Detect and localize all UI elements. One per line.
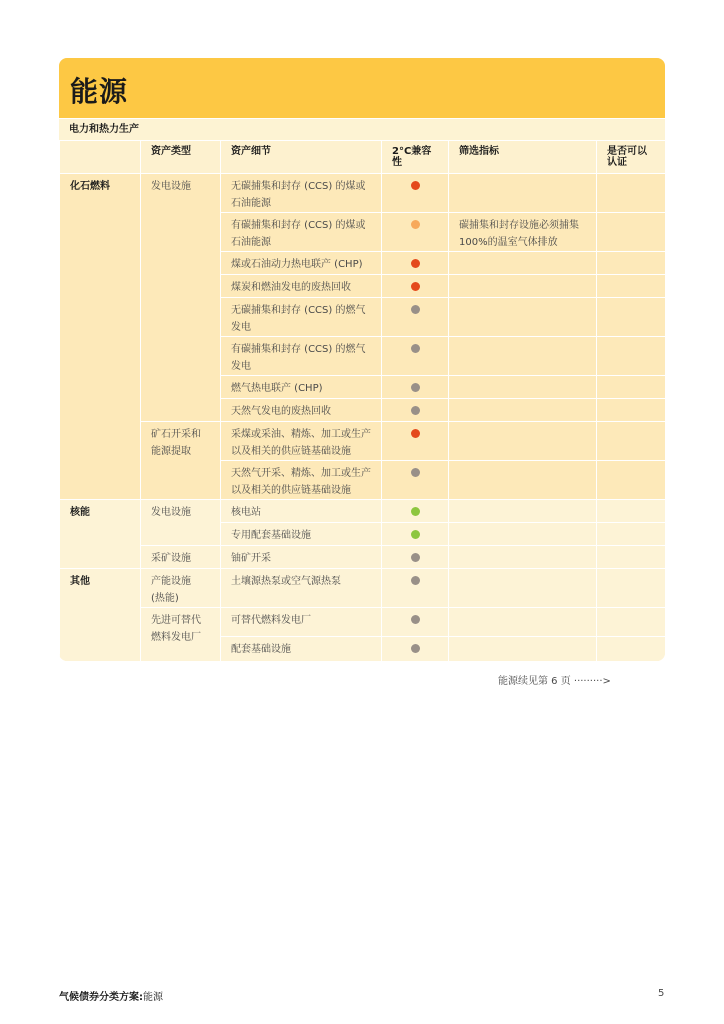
- table-row: [60, 608, 666, 637]
- asset-detail-line2: 发电: [231, 322, 251, 333]
- asset-type-line1: 产能设施: [151, 576, 191, 587]
- category-cell: 化石燃料: [60, 174, 141, 500]
- status-dot-green: [411, 507, 420, 516]
- compatibility-cell: [382, 337, 449, 376]
- footer-doc-title-rest: 能源: [143, 992, 163, 1003]
- asset-type-line2: 能源提取: [151, 446, 191, 457]
- asset-type-line1: 发电设施: [151, 507, 191, 518]
- status-dot-red: [411, 429, 420, 438]
- certifiable-cell: [597, 399, 666, 422]
- table-row: [60, 500, 666, 523]
- compatibility-cell: [382, 546, 449, 569]
- asset-detail-cell: [221, 213, 382, 252]
- criteria-cell: [449, 337, 597, 376]
- compatibility-cell: [382, 298, 449, 337]
- certifiable-cell: [597, 569, 666, 608]
- asset-detail-cell: [221, 500, 382, 523]
- asset-detail-line1: 燃气热电联产 (CHP): [231, 383, 323, 394]
- header-compat-line1: 2°C兼容: [392, 146, 432, 157]
- asset-type-line1: 发电设施: [151, 181, 191, 192]
- asset-detail-line1: 专用配套基础设施: [231, 530, 311, 541]
- criteria-line1: 碳捕集和封存设施必须捕集: [459, 220, 579, 231]
- status-dot-grey: [411, 406, 420, 415]
- group-nuclear: [60, 500, 666, 569]
- asset-detail-cell: [221, 608, 382, 637]
- asset-type-line1: 矿石开采和: [151, 429, 201, 440]
- asset-detail-cell: [221, 275, 382, 298]
- asset-detail-line1: 煤或石油动力热电联产 (CHP): [231, 259, 363, 270]
- criteria-cell: [449, 569, 597, 608]
- status-dot-grey: [411, 305, 420, 314]
- category-cell: 其他: [60, 569, 141, 662]
- asset-detail-line1: 无碳捕集和封存 (CCS) 的煤或: [231, 181, 366, 192]
- certifiable-cell: [597, 337, 666, 376]
- criteria-cell: [449, 422, 597, 461]
- group-fossil: [60, 174, 666, 500]
- header-compat-line2: 性: [392, 157, 402, 168]
- compatibility-cell: [382, 608, 449, 637]
- asset-type-line1: 先进可替代: [151, 615, 201, 626]
- status-dot-red: [411, 259, 420, 268]
- status-dot-grey: [411, 615, 420, 624]
- taxonomy-table: [59, 140, 665, 661]
- asset-detail-cell: [221, 337, 382, 376]
- asset-detail-line2: 发电: [231, 361, 251, 372]
- status-dot-amber: [411, 220, 420, 229]
- criteria-cell: [449, 523, 597, 546]
- criteria-cell: [449, 252, 597, 275]
- asset-detail-line2: 石油能源: [231, 198, 271, 209]
- section-subtitle: 电力和热力生产: [59, 118, 665, 140]
- status-dot-green: [411, 530, 420, 539]
- certifiable-cell: [597, 252, 666, 275]
- certifiable-cell: [597, 637, 666, 662]
- asset-detail-cell: [221, 637, 382, 662]
- asset-type-cell: [141, 500, 221, 546]
- compatibility-cell: [382, 399, 449, 422]
- asset-detail-cell: [221, 461, 382, 500]
- certifiable-cell: [597, 608, 666, 637]
- footer-doc-title: [59, 988, 163, 1003]
- asset-detail-line1: 煤炭和燃油发电的废热回收: [231, 282, 351, 293]
- header-cert-line1: 是否可以: [607, 146, 647, 157]
- asset-detail-line1: 有碳捕集和封存 (CCS) 的煤或: [231, 220, 366, 231]
- criteria-cell: [449, 174, 597, 213]
- header-category: [60, 141, 141, 174]
- criteria-cell: [449, 608, 597, 637]
- section-header: [59, 58, 665, 118]
- table-header-row: [60, 141, 666, 174]
- asset-detail-cell: [221, 252, 382, 275]
- asset-type-cell: [141, 422, 221, 500]
- asset-detail-cell: [221, 422, 382, 461]
- asset-detail-cell: [221, 546, 382, 569]
- certifiable-cell: [597, 523, 666, 546]
- criteria-cell: [449, 213, 597, 252]
- criteria-cell: [449, 461, 597, 500]
- asset-type-line2: 燃料发电厂: [151, 632, 201, 643]
- compatibility-cell: [382, 252, 449, 275]
- compatibility-cell: [382, 523, 449, 546]
- asset-detail-cell: [221, 399, 382, 422]
- asset-type-line2: (热能): [151, 593, 179, 604]
- asset-detail-line2: 以及相关的供应链基础设施: [231, 446, 351, 457]
- asset-type-cell: [141, 608, 221, 662]
- asset-type-cell: [141, 174, 221, 422]
- certifiable-cell: [597, 376, 666, 399]
- footer-doc-title-bold: 气候债券分类方案:: [59, 992, 143, 1003]
- status-dot-grey: [411, 468, 420, 477]
- asset-detail-line1: 无碳捕集和封存 (CCS) 的燃气: [231, 305, 366, 316]
- header-criteria: 筛选指标: [449, 141, 597, 174]
- certifiable-cell: [597, 422, 666, 461]
- page-number: 5: [658, 988, 665, 999]
- certifiable-cell: [597, 275, 666, 298]
- asset-detail-line2: 以及相关的供应链基础设施: [231, 485, 351, 496]
- compatibility-cell: [382, 500, 449, 523]
- energy-table-card: [59, 58, 665, 661]
- asset-detail-line1: 有碳捕集和封存 (CCS) 的燃气: [231, 344, 366, 355]
- asset-detail-cell: [221, 298, 382, 337]
- header-compatibility: [382, 141, 449, 174]
- table-row: [60, 546, 666, 569]
- table-row: [60, 174, 666, 213]
- criteria-cell: [449, 298, 597, 337]
- status-dot-grey: [411, 553, 420, 562]
- status-dot-grey: [411, 344, 420, 353]
- header-asset-type: 资产类型: [141, 141, 221, 174]
- compatibility-cell: [382, 569, 449, 608]
- certifiable-cell: [597, 213, 666, 252]
- asset-type-line1: 采矿设施: [151, 553, 191, 564]
- asset-type-cell: [141, 569, 221, 608]
- compatibility-cell: [382, 637, 449, 662]
- certifiable-cell: [597, 546, 666, 569]
- asset-detail-line1: 天然气发电的废热回收: [231, 406, 331, 417]
- page-title: 能源: [70, 75, 129, 108]
- asset-detail-line1: 采煤或采油、精炼、加工或生产: [231, 429, 371, 440]
- header-cert-line2: 认证: [607, 157, 627, 168]
- criteria-line2: 100%的温室气体排放: [459, 237, 558, 248]
- status-dot-grey: [411, 576, 420, 585]
- asset-detail-cell: [221, 174, 382, 213]
- continued-note: 能源续见第 6 页 ·········>: [498, 676, 611, 687]
- asset-detail-line1: 土壤源热泵或空气源热泵: [231, 576, 341, 587]
- asset-detail-line1: 铀矿开采: [231, 553, 271, 564]
- compatibility-cell: [382, 461, 449, 500]
- compatibility-cell: [382, 376, 449, 399]
- status-dot-grey: [411, 644, 420, 653]
- group-other: [60, 569, 666, 662]
- compatibility-cell: [382, 422, 449, 461]
- criteria-cell: [449, 637, 597, 662]
- asset-detail-line1: 可替代燃料发电厂: [231, 615, 311, 626]
- compatibility-cell: [382, 275, 449, 298]
- asset-detail-line1: 天然气开采、精炼、加工或生产: [231, 468, 371, 479]
- certifiable-cell: [597, 298, 666, 337]
- criteria-cell: [449, 500, 597, 523]
- asset-detail-cell: [221, 376, 382, 399]
- criteria-cell: [449, 399, 597, 422]
- asset-detail-line1: 核电站: [231, 507, 261, 518]
- table-row: [60, 569, 666, 608]
- status-dot-grey: [411, 383, 420, 392]
- header-certifiable: [597, 141, 666, 174]
- asset-detail-cell: [221, 523, 382, 546]
- criteria-cell: [449, 275, 597, 298]
- compatibility-cell: [382, 174, 449, 213]
- table-row: [60, 422, 666, 461]
- certifiable-cell: [597, 500, 666, 523]
- criteria-cell: [449, 546, 597, 569]
- compatibility-cell: [382, 213, 449, 252]
- category-cell: 核能: [60, 500, 141, 569]
- status-dot-red: [411, 282, 420, 291]
- criteria-cell: [449, 376, 597, 399]
- status-dot-red: [411, 181, 420, 190]
- asset-detail-line1: 配套基础设施: [231, 644, 291, 655]
- header-asset-detail: 资产细节: [221, 141, 382, 174]
- certifiable-cell: [597, 461, 666, 500]
- asset-detail-cell: [221, 569, 382, 608]
- asset-type-cell: [141, 546, 221, 569]
- certifiable-cell: [597, 174, 666, 213]
- asset-detail-line2: 石油能源: [231, 237, 271, 248]
